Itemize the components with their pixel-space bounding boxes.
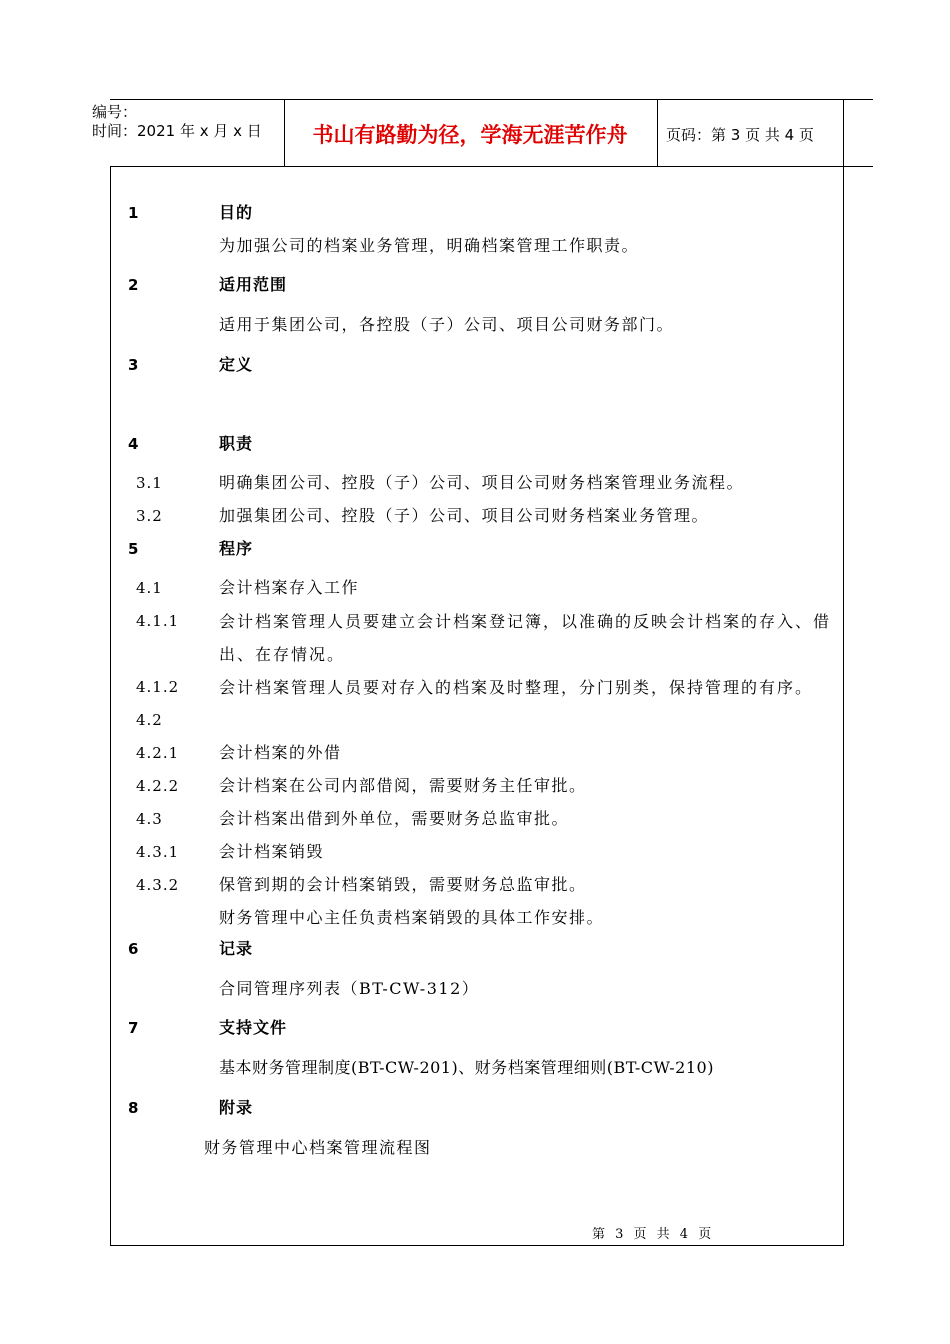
clause-number: 4.3.1 (136, 843, 180, 861)
clause-text: 明确集团公司、控股（子）公司、项目公司财务档案管理业务流程。 (219, 473, 745, 492)
section-title: 程序 (219, 539, 254, 558)
clause-number: 3.1 (136, 474, 163, 492)
clause-number: 4.3 (136, 810, 163, 828)
clause-text: 会计档案销毁 (219, 842, 325, 861)
header-bottom-rule (110, 166, 873, 167)
clause-number: 4.3.2 (136, 876, 180, 894)
section-number: 4 (128, 435, 139, 453)
section-number: 6 (128, 940, 139, 958)
clause-text: 保管到期的会计档案销毁，需要财务总监审批。 (219, 875, 587, 894)
document-code-label: 编号： (92, 103, 138, 121)
clause-text: 会计档案管理人员要建立会计档案登记簿，以准确的反映会计档案的存入、借出、在存情况。 (219, 612, 832, 664)
section-number: 5 (128, 540, 139, 558)
clause-text: 会计档案管理人员要对存入的档案及时整理，分门别类，保持管理的有序。 (219, 678, 814, 697)
section-title: 适用范围 (219, 275, 288, 294)
section-body: 为加强公司的档案业务管理，明确档案管理工作职责。 (219, 236, 640, 255)
clause-text: 会计档案出借到外单位，需要财务总监审批。 (219, 809, 570, 828)
section-title: 附录 (219, 1098, 254, 1117)
clause-number: 4.1.1 (136, 612, 180, 630)
section-title: 定义 (219, 355, 254, 374)
document-date-label: 时间：2021 年 x 月 x 日 (92, 122, 262, 140)
section-title: 记录 (219, 939, 254, 958)
section-number: 8 (128, 1099, 139, 1117)
section-body: 合同管理序列表（BT-CW-312） (219, 979, 480, 998)
section-number: 3 (128, 356, 139, 374)
page-number-label: 页码：第 3 页 共 4 页 (666, 126, 814, 144)
clause-text: 会计档案存入工作 (219, 578, 360, 597)
section-body: 财务管理中心档案管理流程图 (204, 1138, 432, 1157)
header-divider-middle (657, 99, 658, 167)
body-frame-bottom (110, 1245, 844, 1246)
clause-text: 财务管理中心主任负责档案销毁的具体工作安排。 (219, 908, 605, 927)
section-number: 7 (128, 1019, 139, 1037)
section-number: 1 (128, 204, 139, 222)
section-number: 2 (128, 276, 139, 294)
clause-number: 4.1 (136, 579, 163, 597)
section-body: 基本财务管理制度(BT-CW-201)、财务档案管理细则(BT-CW-210) (219, 1058, 714, 1077)
clause-text: 会计档案在公司内部借阅，需要财务主任审批。 (219, 776, 587, 795)
header-top-rule (110, 99, 873, 100)
clause-number: 4.2.2 (136, 777, 180, 795)
section-title: 支持文件 (219, 1018, 288, 1037)
clause-number: 4.2 (136, 711, 163, 729)
clause-text: 会计档案的外借 (219, 743, 342, 762)
header-divider-right (843, 99, 844, 167)
section-title: 职责 (219, 434, 254, 453)
section-title: 目的 (219, 203, 254, 222)
clause-text: 加强集团公司、控股（子）公司、项目公司财务档案业务管理。 (219, 506, 710, 525)
clause-number: 4.1.2 (136, 678, 180, 696)
body-frame-left (110, 166, 111, 1246)
clause-number: 4.2.1 (136, 744, 180, 762)
header-motto: 书山有路勤为径，学海无涯苦作舟 (312, 123, 628, 147)
page-footer: 第 3 页 共 4 页 (592, 1227, 712, 1242)
section-body: 适用于集团公司，各控股（子）公司、项目公司财务部门。 (219, 315, 675, 334)
clause-number: 3.2 (136, 507, 163, 525)
header-divider-left (284, 99, 285, 167)
